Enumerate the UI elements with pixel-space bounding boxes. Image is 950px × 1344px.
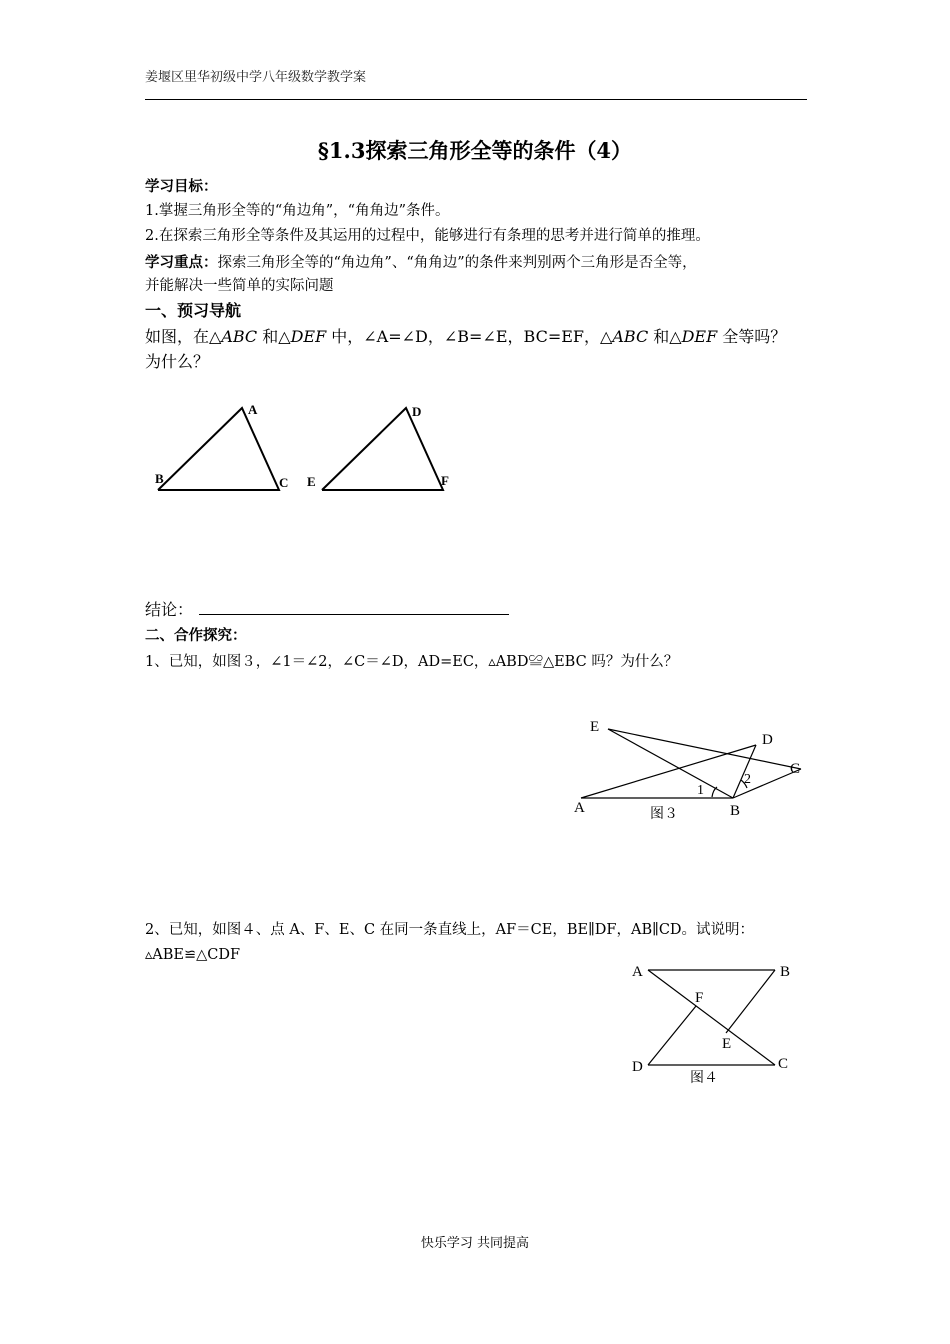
goal-item-1: 1.掌握三角形全等的“角边角”，“角角边”条件。 [145,203,450,219]
fig4-label-b: B [780,964,791,980]
goal-item-2: 2.在探索三角形全等条件及其运用的过程中，能够进行有条理的思考并进行简单的推理。 [145,228,710,244]
q-def: DEF [290,327,327,346]
triangles-figure [145,395,465,505]
problem-2-line-1: 2、已知，如图４、点 A、F、E、C 在同一条直线上，AF＝CE，BE∥DF，AB∥CD。试说明： [145,922,755,938]
fig4-label-d: D [632,1059,643,1075]
focus-label: 学习重点： [145,254,218,271]
fig3-label-e: E [590,719,600,735]
label-c: C [279,475,289,490]
q-abc: ABC [221,327,258,346]
fig3-angle-1: 1 [697,783,704,798]
page-header: 姜堰区里华初级中学八年级数学教学案 [145,70,367,85]
figure-3 [570,710,810,825]
conclusion-line [145,600,509,620]
triangle-abc [155,402,288,490]
section1-question [145,327,786,347]
focus-text: 探索三角形全等的“角边角”、“角角边”的条件来判别两个三角形是否全等， [217,255,697,271]
problem-1: 1、已知，如图３，∠1＝∠2，∠C＝∠D，AD=EC，▵ABD≌△EBC 吗？为什么？ [145,654,679,670]
fig3-label-a: A [574,800,585,816]
q-text: 和△ [257,327,291,346]
conclusion-blank [199,600,509,615]
fig4-label-e: E [722,1036,732,1052]
figure-4 [625,955,800,1090]
fig3-label-b: B [730,803,741,819]
page-footer: 快乐学习 共同提高 [420,1236,530,1251]
label-a: A [248,402,258,417]
header-rule [145,99,807,100]
label-e: E [307,474,316,489]
conclusion-label: 结论： [145,600,194,619]
fig3-angle-2: 2 [744,772,751,787]
q-text: 全等吗？ [717,327,787,346]
q-abc: ABC [612,327,649,346]
section1-heading: 一、预习导航 [145,301,242,320]
problem-2-line-2: ▵ABE≌△CDF [145,947,241,963]
label-b: B [155,471,164,486]
q-text: 和△ [648,327,682,346]
page-title: §1.3探索三角形全等的条件（4） [317,138,633,163]
fig3-label-d: D [762,732,773,748]
q-text: 如图，在△ [145,327,222,346]
fig3-caption: 图３ [650,807,678,822]
label-d: D [412,404,422,419]
triangle-def [307,404,449,490]
fig4-label-f: F [695,990,704,1006]
q-def: DEF [681,327,718,346]
focus-line-1 [145,253,697,273]
label-f: F [441,473,449,488]
section1-question-line2: 为什么？ [145,352,210,371]
fig4-label-a: A [632,964,643,980]
fig3-label-c: C [790,761,801,777]
focus-line-2: 并能解决一些简单的实际问题 [145,278,334,294]
q-text: 中，∠A=∠D，∠B=∠E，BC=EF，△ [326,327,613,346]
goals-heading: 学习目标： [145,178,218,195]
fig4-label-c: C [778,1056,789,1072]
section2-heading: 二、合作探究： [145,627,247,644]
fig4-caption: 图４ [690,1071,718,1086]
